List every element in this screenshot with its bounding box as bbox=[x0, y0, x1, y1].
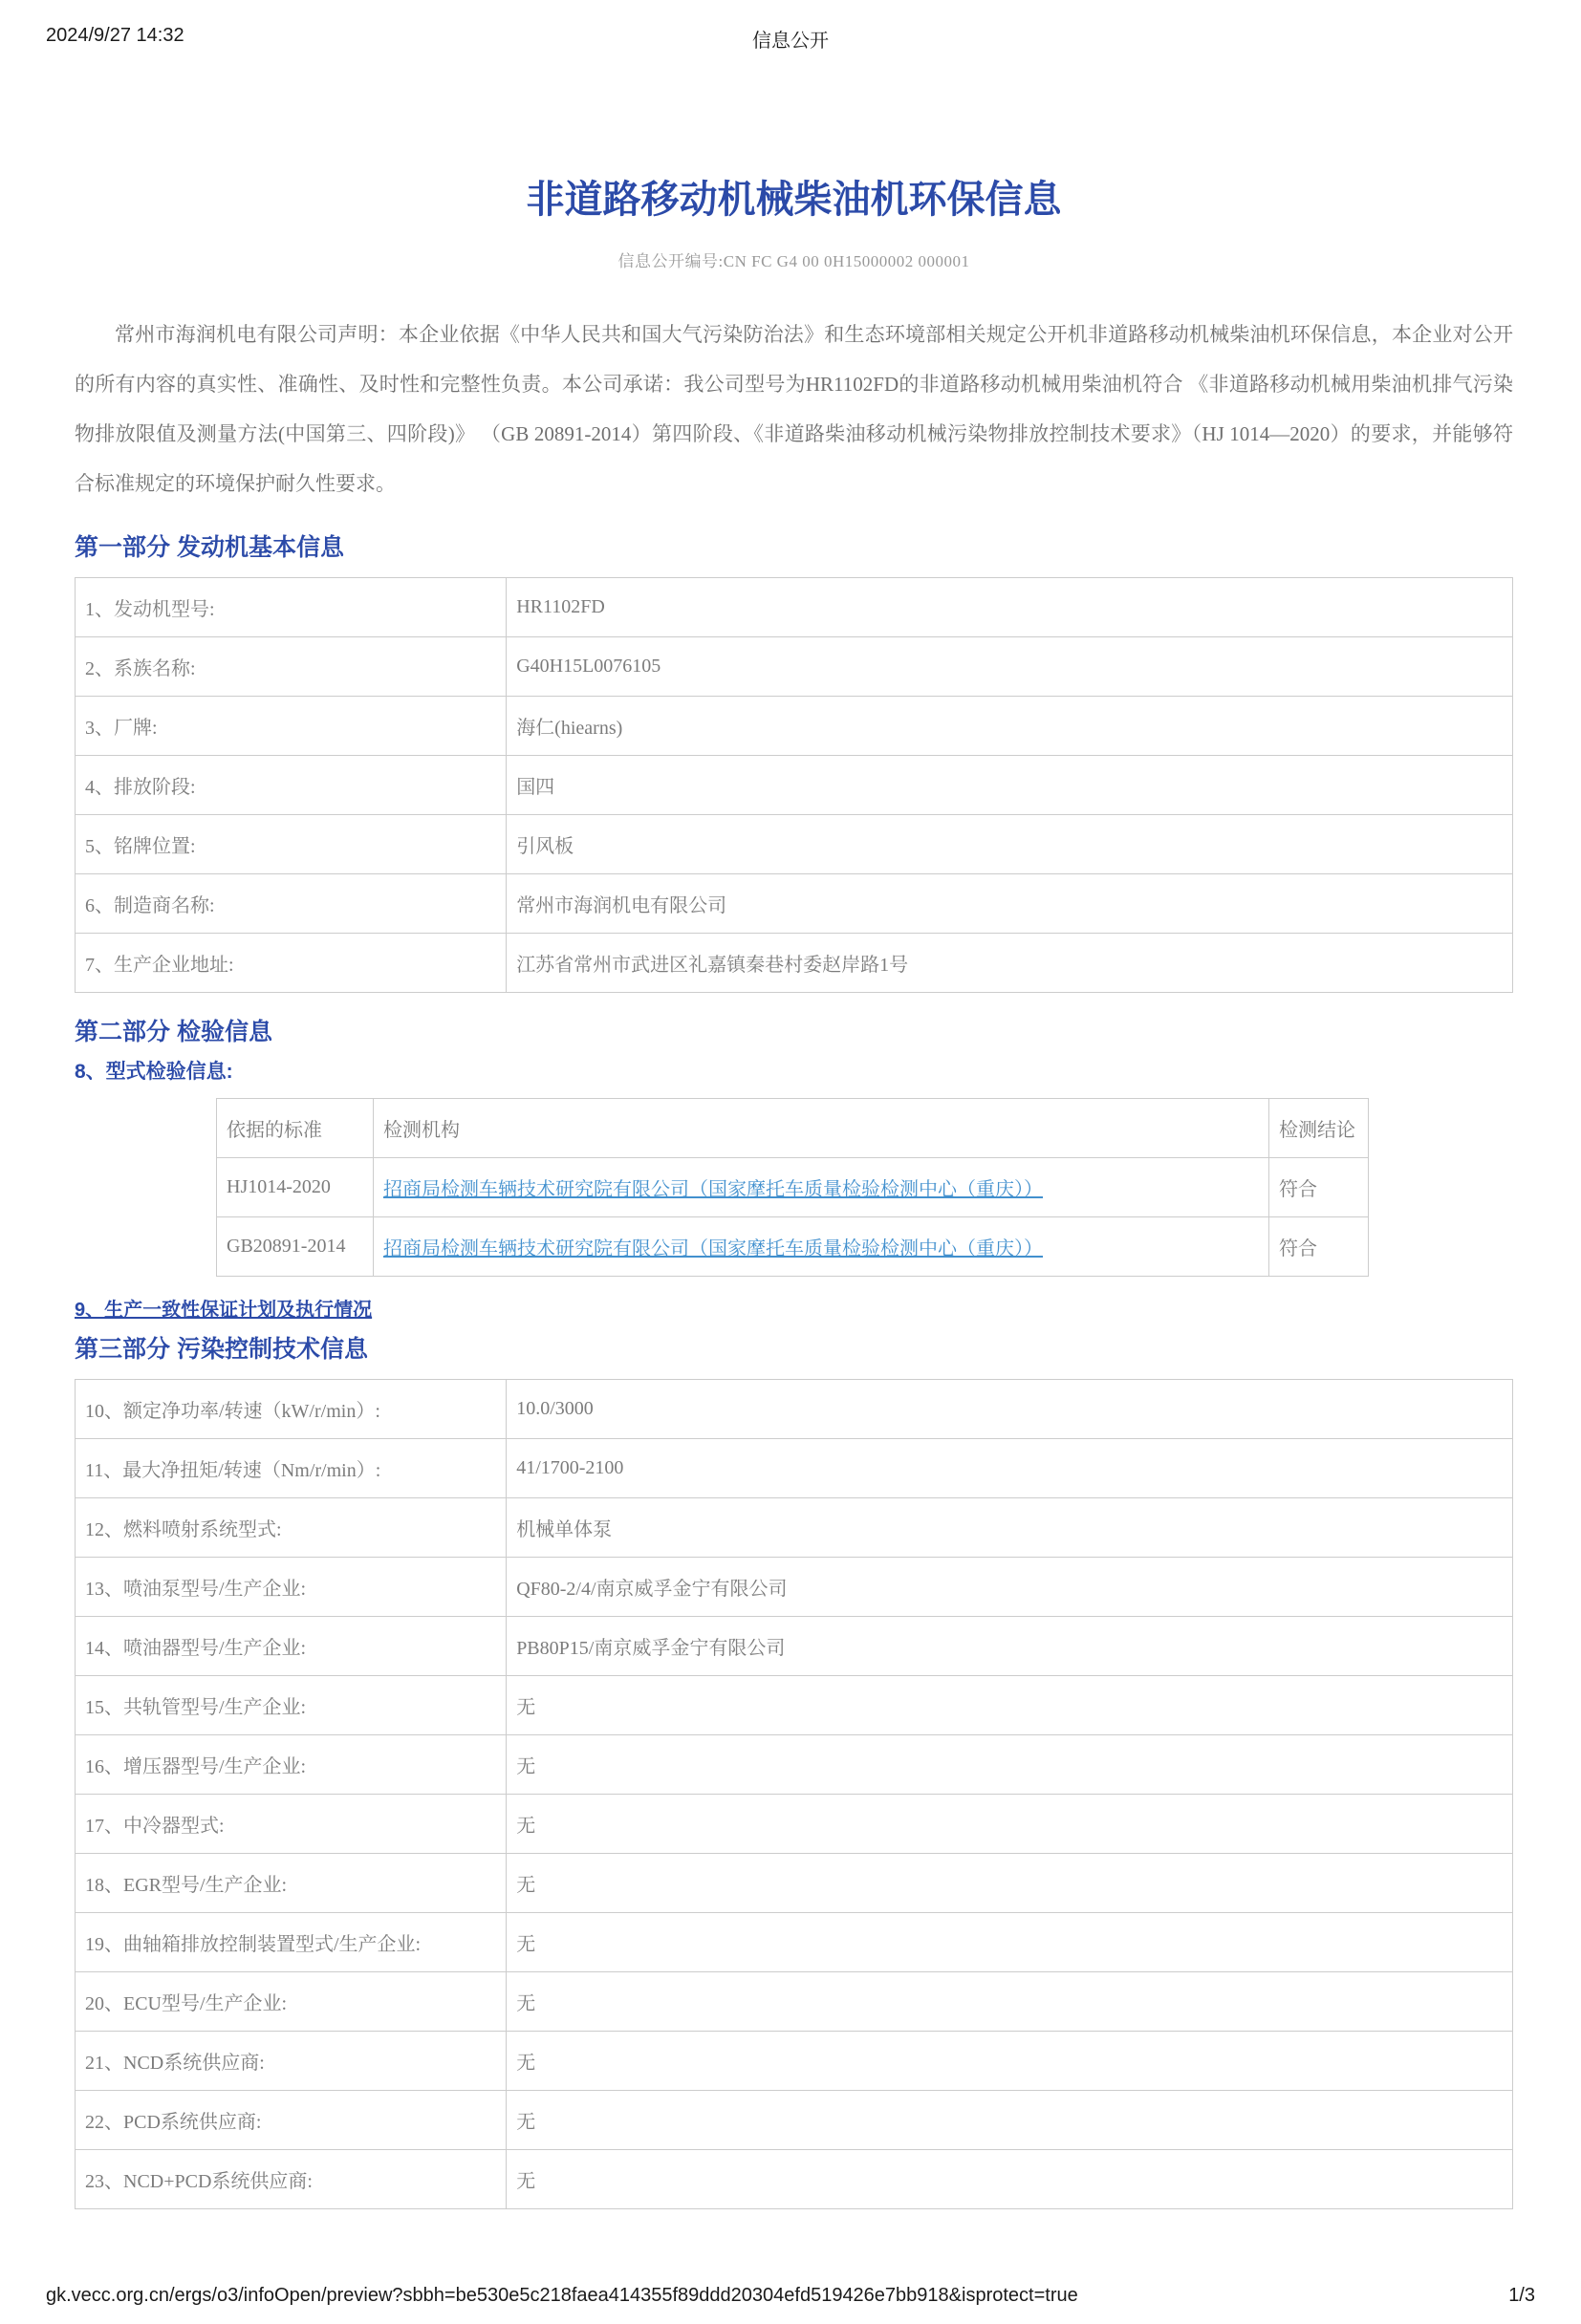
page-title: 非道路移动机械柴油机环保信息 bbox=[526, 179, 1062, 221]
row-value: HR1102FD bbox=[507, 578, 1513, 637]
section-title-engine-info: 第一部分 发动机基本信息 bbox=[75, 534, 344, 561]
row-value: 无 bbox=[507, 2150, 1513, 2209]
row-value: 41/1700-2100 bbox=[507, 1439, 1513, 1498]
row-label: 10、额定净功率/转速（kW/r/min）: bbox=[76, 1380, 507, 1439]
row-value: PB80P15/南京威孚金宁有限公司 bbox=[507, 1617, 1513, 1676]
row-value: QF80-2/4/南京威孚金宁有限公司 bbox=[507, 1558, 1513, 1617]
row-value: 无 bbox=[507, 1854, 1513, 1913]
header-result: 检测结论 bbox=[1269, 1099, 1369, 1158]
row-label: 15、共轨管型号/生产企业: bbox=[76, 1676, 507, 1735]
section-title-pollution-control: 第三部分 污染控制技术信息 bbox=[75, 1336, 368, 1363]
row-value: 海仁(hiearns) bbox=[507, 697, 1513, 756]
table-row bbox=[76, 1380, 1513, 1439]
row-value: 常州市海润机电有限公司 bbox=[507, 874, 1513, 934]
page-number: 1/3 bbox=[1508, 2285, 1535, 2306]
footer-url: gk.vecc.org.cn/ergs/o3/infoOpen/preview?sbbh=be530e5c218faea414355f89ddd20304efd519426e7bb918&isprotect=true bbox=[46, 2285, 1078, 2306]
inspection-agency-link[interactable]: 招商局检测车辆技术研究院有限公司（国家摩托车质量检验检测中心（重庆）） bbox=[383, 1179, 1043, 1200]
row-label: 14、喷油器型号/生产企业: bbox=[76, 1617, 507, 1676]
row-value: 无 bbox=[507, 1913, 1513, 1972]
print-footer bbox=[46, 2285, 1535, 2307]
row-label: 16、增压器型号/生产企业: bbox=[76, 1735, 507, 1795]
table-row bbox=[76, 1854, 1513, 1913]
table-row bbox=[76, 1498, 1513, 1558]
row-label: 20、ECU型号/生产企业: bbox=[76, 1972, 507, 2032]
row-label: 21、NCD系统供应商: bbox=[76, 2032, 507, 2091]
row-value: 机械单体泵 bbox=[507, 1498, 1513, 1558]
row-value: 无 bbox=[507, 2032, 1513, 2091]
table-row bbox=[76, 637, 1513, 697]
inspection-row bbox=[217, 1158, 1369, 1217]
table-row bbox=[76, 756, 1513, 815]
inspection-header-row bbox=[217, 1099, 1369, 1158]
table-row bbox=[76, 1735, 1513, 1795]
production-consistency-link[interactable]: 9、生产一致性保证计划及执行情况 bbox=[75, 1300, 373, 1321]
inspection-table bbox=[216, 1098, 1369, 1277]
row-label: 5、铭牌位置: bbox=[76, 815, 507, 874]
table-row bbox=[76, 2150, 1513, 2209]
row-value: 江苏省常州市武进区礼嘉镇秦巷村委赵岸路1号 bbox=[507, 934, 1513, 993]
table-row bbox=[76, 1558, 1513, 1617]
row-label: 4、排放阶段: bbox=[76, 756, 507, 815]
row-label: 18、EGR型号/生产企业: bbox=[76, 1854, 507, 1913]
row-label: 13、喷油泵型号/生产企业: bbox=[76, 1558, 507, 1617]
print-datetime: 2024/9/27 14:32 bbox=[46, 25, 184, 46]
agency-cell bbox=[374, 1158, 1269, 1217]
row-value: 10.0/3000 bbox=[507, 1380, 1513, 1439]
row-label: 17、中冷器型式: bbox=[76, 1795, 507, 1854]
row-value: 无 bbox=[507, 1795, 1513, 1854]
row-label: 1、发动机型号: bbox=[76, 578, 507, 637]
header-standard: 依据的标准 bbox=[217, 1099, 374, 1158]
row-value: G40H15L0076105 bbox=[507, 637, 1513, 697]
row-label: 22、PCD系统供应商: bbox=[76, 2091, 507, 2150]
table-row bbox=[76, 1439, 1513, 1498]
table-row bbox=[76, 1676, 1513, 1735]
row-label: 12、燃料喷射系统型式: bbox=[76, 1498, 507, 1558]
table-row bbox=[76, 815, 1513, 874]
agency-cell bbox=[374, 1217, 1269, 1277]
table-row bbox=[76, 2091, 1513, 2150]
type-inspection-heading: 8、型式检验信息: bbox=[75, 1061, 233, 1083]
table-row bbox=[76, 697, 1513, 756]
table-row bbox=[76, 1913, 1513, 1972]
result-cell: 符合 bbox=[1269, 1217, 1369, 1277]
table-row bbox=[76, 934, 1513, 993]
row-label: 19、曲轴箱排放控制装置型式/生产企业: bbox=[76, 1913, 507, 1972]
row-value: 引风板 bbox=[507, 815, 1513, 874]
declaration-text: 常州市海润机电有限公司声明：本企业依据《中华人民共和国大气污染防治法》和生态环境部相关规定公开机非道路移动机械柴油机环保信息，本企业对公开的所有内容的真实性、准确性、及时性和完整性负责。本公司承诺：我公司型号为HR1102FD的非道路移动机械用柴油机符合 《非道路移动机械用柴油机排气污染物排放限值及测量方法(中国第三、四阶段)》 （GB 20891-2014）第四阶段、《非道路柴油移动机械污染物排放控制技术要求》（HJ 1014—2020）的要求，并能够符合标准规定的环境保护耐久性要求。 bbox=[75, 323, 1513, 495]
disclosure-number: 信息公开编号:CN FC G4 00 0H15000002 000001 bbox=[617, 252, 970, 270]
row-label: 11、最大净扭矩/转速（Nm/r/min）: bbox=[76, 1439, 507, 1498]
inspection-row bbox=[217, 1217, 1369, 1277]
inspection-agency-link[interactable]: 招商局检测车辆技术研究院有限公司（国家摩托车质量检验检测中心（重庆）） bbox=[383, 1238, 1043, 1259]
table-row bbox=[76, 1617, 1513, 1676]
standard-cell: HJ1014-2020 bbox=[217, 1158, 374, 1217]
row-value: 国四 bbox=[507, 756, 1513, 815]
section-title-inspection: 第二部分 检验信息 bbox=[75, 1019, 272, 1045]
row-label: 23、NCD+PCD系统供应商: bbox=[76, 2150, 507, 2209]
engine-info-table bbox=[75, 577, 1513, 993]
standard-cell: GB20891-2014 bbox=[217, 1217, 374, 1277]
row-value: 无 bbox=[507, 1676, 1513, 1735]
table-row bbox=[76, 874, 1513, 934]
table-row bbox=[76, 578, 1513, 637]
table-row bbox=[76, 1972, 1513, 2032]
row-value: 无 bbox=[507, 2091, 1513, 2150]
row-label: 3、厂牌: bbox=[76, 697, 507, 756]
result-cell: 符合 bbox=[1269, 1158, 1369, 1217]
row-label: 2、系族名称: bbox=[76, 637, 507, 697]
header-agency: 检测机构 bbox=[374, 1099, 1269, 1158]
table-row bbox=[76, 2032, 1513, 2091]
table-row bbox=[76, 1795, 1513, 1854]
print-doc-title: 信息公开 bbox=[752, 31, 829, 52]
pollution-control-table bbox=[75, 1379, 1513, 2209]
row-value: 无 bbox=[507, 1972, 1513, 2032]
row-label: 6、制造商名称: bbox=[76, 874, 507, 934]
print-header bbox=[46, 25, 1535, 50]
row-label: 7、生产企业地址: bbox=[76, 934, 507, 993]
row-value: 无 bbox=[507, 1735, 1513, 1795]
